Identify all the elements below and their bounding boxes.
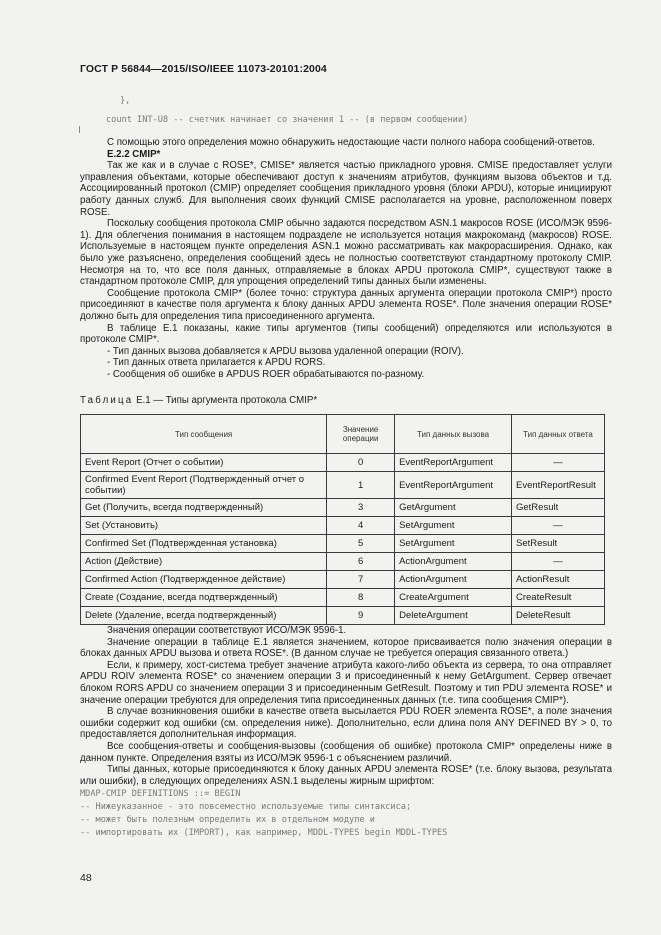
table-header-row xyxy=(81,415,605,454)
table-cell: Create (Создание, всегда подтвержденный) xyxy=(81,589,327,607)
table-row xyxy=(81,472,605,499)
table-row xyxy=(81,553,605,571)
column-header: Тип данных вызова xyxy=(395,415,512,454)
table-cell: ActionArgument xyxy=(395,571,512,589)
column-header: Значение операции xyxy=(327,415,395,454)
paragraph: В таблице E.1 показаны, какие типы аргументов (типы сообщений) определяются или используются в протоколе CMIP*. xyxy=(80,322,612,346)
table-row xyxy=(81,607,605,625)
paragraph: Все сообщения-ответы и сообщения-вызовы (сообщения об ошибке) протокола CMIP* определены ниже в данном пункте. Определения взяты из ИСО/МЭК 9596-1 с объяснением различий. xyxy=(80,740,612,764)
table-cell: — xyxy=(512,553,605,571)
code-line: -- может быть полезным определить их в отдельном модуле и xyxy=(80,815,375,825)
list-item: - Тип данных ответа прилагается к APDU RORS. xyxy=(107,357,326,369)
caption-text: E.1 — Типы аргумента протокола CMIP* xyxy=(133,395,318,406)
table-cell: CreateArgument xyxy=(395,589,512,607)
list-item: - Сообщения об ошибке в APDUS ROER обрабатываются по-разному. xyxy=(107,368,425,380)
table-cell: Confirmed Event Report (Подтвержденный отчет о событии) xyxy=(81,472,327,499)
table-row xyxy=(81,499,605,517)
table-cell: DeleteResult xyxy=(512,607,605,625)
table-row xyxy=(81,589,605,607)
argument-types-table xyxy=(80,414,605,625)
table-cell: Delete (Удаление, всегда подтвержденный) xyxy=(81,607,327,625)
table-caption xyxy=(80,395,317,406)
table-cell: — xyxy=(512,517,605,535)
code-line: -- импортировать их (IMPORT), как например, MDDL-TYPES begin MDDL-TYPES xyxy=(80,828,448,838)
table-cell: Confirmed Set (Подтвержденная установка) xyxy=(81,535,327,553)
table-cell: 1 xyxy=(327,472,395,499)
table-row xyxy=(81,517,605,535)
table-cell: 4 xyxy=(327,517,395,535)
section-heading: E.2.2 CMIP* xyxy=(107,148,161,160)
page-number: 48 xyxy=(80,872,92,884)
paragraph: Значение операции в таблице E.1 является значением, которое присваивается полю значения операции в блоках данных APDU вызова и ответа ROSE*. (В данном случае не требуется операция связанного ответа.) xyxy=(80,636,612,660)
table-cell: 3 xyxy=(327,499,395,517)
table-cell: Confirmed Action (Подтвержденное действие) xyxy=(81,571,327,589)
column-header: Тип данных ответа xyxy=(512,415,605,454)
paragraph: Значения операции соответствуют ИСО/МЭК 9596-1. xyxy=(107,625,347,636)
table-cell: SetArgument xyxy=(395,535,512,553)
paragraph: Типы данных, которые присоединяются к блоку данных APDU элемента ROSE* (т.е. блоку вызова, результата или ошибки), в следующих определениях ASN.1 выделены жирным шрифтом: xyxy=(80,764,612,787)
table-cell: Set (Установить) xyxy=(81,517,327,535)
code-line: }, xyxy=(120,96,131,106)
table-cell: 8 xyxy=(327,589,395,607)
table-cell: Get (Получить, всегда подтвержденный) xyxy=(81,499,327,517)
list-item: - Тип данных вызова добавляется к APDU вызова удаленной операции (ROIV). xyxy=(107,345,464,357)
table-cell: EventReportArgument xyxy=(395,472,512,499)
table-cell: — xyxy=(512,454,605,472)
paragraph: Сообщение протокола CMIP* (более точно: структура данных аргумента операции протокола CMIP*) просто присоединяют в качестве поля аргумента к блоку данных APDU элемента ROSE*. Поле значения операции ROSE* должно быть для определения типа присоединенного аргумента. xyxy=(80,287,612,322)
table-cell: Action (Действие) xyxy=(81,553,327,571)
table-cell: 0 xyxy=(327,454,395,472)
paragraph: С помощью этого определения можно обнаружить недостающие части полного набора сообщений-ответов. xyxy=(107,137,595,148)
caption-prefix: Таблица xyxy=(80,395,134,406)
table-cell: GetResult xyxy=(512,499,605,517)
paragraph: В случае возникновения ошибки в качестве ответа высылается PDU ROER элемента ROSE*, а поле значения ошибки содержит код ошибки (см. определения ниже). Дополнительно, если длина поля ANY DEFINED BY > 0, то предоставляется дополнительная информация. xyxy=(80,706,612,741)
margin-mark xyxy=(79,126,80,133)
table-cell: CreateResult xyxy=(512,589,605,607)
table-cell: 6 xyxy=(327,553,395,571)
document-header: ГОСТ Р 56844—2015/ISO/IEEE 11073-20101:2004 xyxy=(80,63,327,75)
table-cell: Event Report (Отчет о событии) xyxy=(81,454,327,472)
table-cell: 7 xyxy=(327,571,395,589)
table-cell: SetResult xyxy=(512,535,605,553)
paragraph: Поскольку сообщения протокола CMIP обычно задаются посредством ASN.1 макросов ROSE (ИСО/МЭК 9596-1). Для облегчения понимания в настоящем подразделе не используется нотация макрокоманд (макросов) ROSE. Используемые в настоящем пункте определения ASN.1 можно рассматривать как макрорасширения. Однако, как было уже разъяснено, определения сообщений здесь не полностью соответствуют стандартному протоколу CMIP. Несмотря на то, что все поля данных, отправляемые в блоках APDU протокола CMIP*, существуют также в стандартном протоколе CMIP, для упрощения определений типы данных были изменены. xyxy=(80,218,612,288)
text-block-bottom xyxy=(80,625,612,787)
table-cell: EventReportArgument xyxy=(395,454,512,472)
table-cell: ActionResult xyxy=(512,571,605,589)
table-cell: 9 xyxy=(327,607,395,625)
table-cell: DeleteArgument xyxy=(395,607,512,625)
paragraph: Если, к примеру, хост-система требует значение атрибута какого-либо объекта из сервера, то она отправляет APDU ROIV элемента ROSE* со значением операции 3 и присоединенный к нему GetArgument. Сервер отвечает блоком RORS APDU со значением операции 3 и присоединенным GetResult. Поэтому и тип PDU элемента ROSE* и значение операции требуются для определения типа присоединенных данных (т.е. типа сообщения CMIP*). xyxy=(80,659,612,706)
code-line: MDAP-CMIP DEFINITIONS ::= BEGIN xyxy=(80,789,241,799)
code-line: count INT-U8 -- счетчик начинает со значения 1 -- (в первом сообщении) xyxy=(106,115,469,125)
table-row xyxy=(81,454,605,472)
table-cell: EventReportResult xyxy=(512,472,605,499)
code-line: -- Нижеуказанное - это повсеместно используемые типы синтаксиса; xyxy=(80,802,412,812)
table-row xyxy=(81,571,605,589)
paragraph: Так же как и в случае с ROSE*, CMISE* является частью прикладного уровня. CMISE предоставляет услуги управления объектами, которые обеспечивают доступ к значениям атрибутов, функциям вызова объектов и т.д. Ассоциированный протокол (CMIP) определяет сообщения прикладного уровня (блоки APDU), которые инициируют работу данных служб. Для выполнения своих функций CMISE располагается на уровне, расположенном поверх ROSE. xyxy=(80,160,612,218)
table-cell: ActionArgument xyxy=(395,553,512,571)
text-block-top xyxy=(80,137,612,380)
table-cell: GetArgument xyxy=(395,499,512,517)
table-row xyxy=(81,535,605,553)
table-cell: SetArgument xyxy=(395,517,512,535)
column-header: Тип сообщения xyxy=(81,415,327,454)
table-cell: 5 xyxy=(327,535,395,553)
